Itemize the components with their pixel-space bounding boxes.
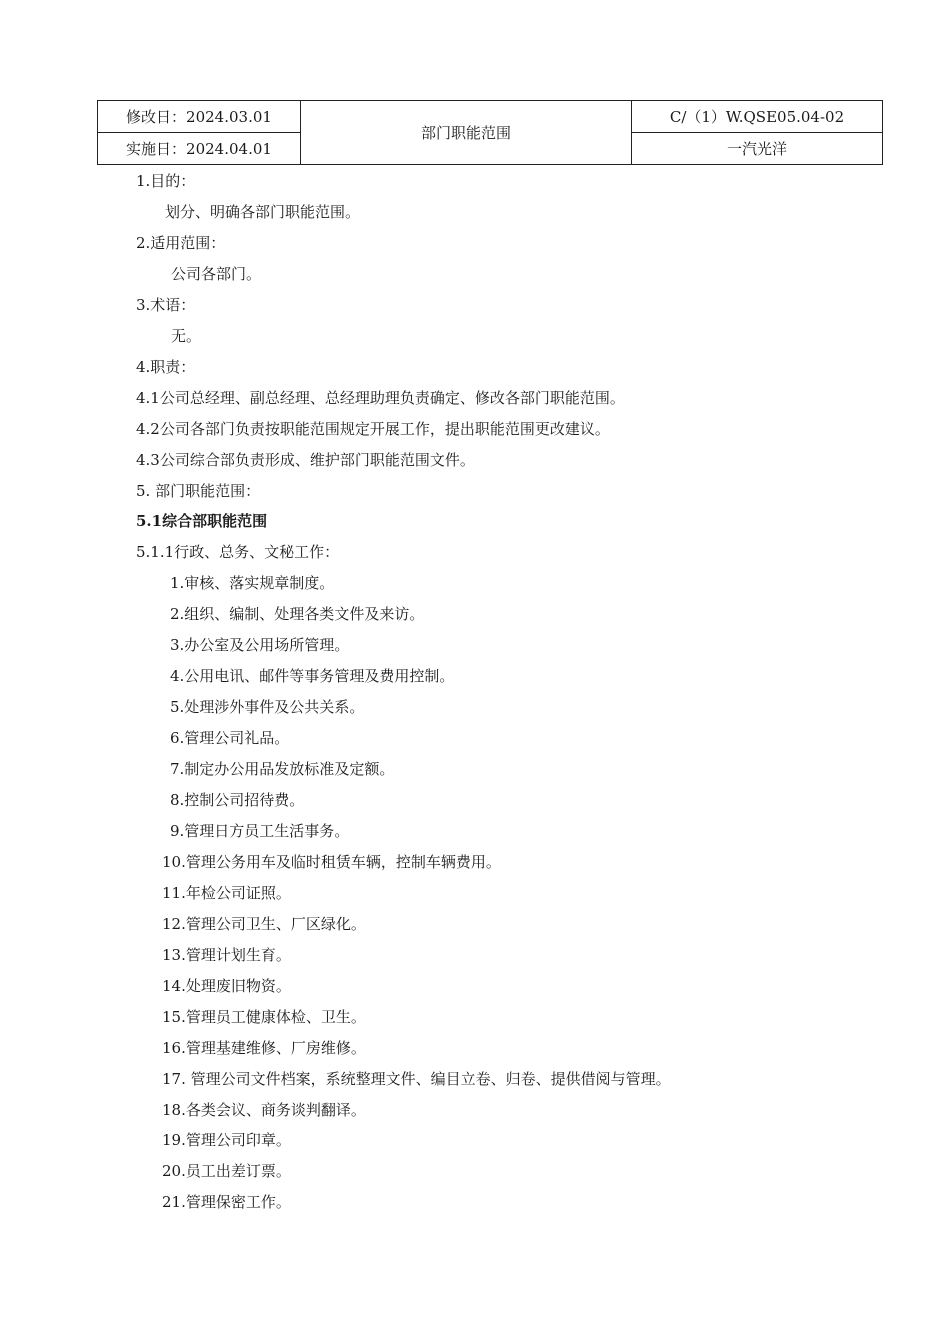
body-line: 6.管理公司礼品。 [170, 729, 290, 747]
body-line: 4.1公司总经理、副总经理、总经理助理负责确定、修改各部门职能范围。 [136, 389, 625, 407]
body-line: 9.管理日方员工生活事务。 [170, 822, 350, 840]
section-heading: 5.1综合部职能范围 [136, 512, 268, 530]
body-line: 15.管理员工健康体检、卫生。 [162, 1008, 366, 1026]
body-line: 18.各类会议、商务谈判翻译。 [162, 1101, 366, 1119]
body-line: 5.处理涉外事件及公共关系。 [170, 698, 365, 716]
revise-date-cell: 修改日：2024.03.01 [98, 101, 301, 133]
body-line: 21.管理保密工作。 [162, 1193, 291, 1211]
body-line: 4.公用电讯、邮件等事务管理及费用控制。 [170, 667, 455, 685]
body-line: 14.处理废旧物资。 [162, 977, 291, 995]
body-line: 4.2公司各部门负责按职能范围规定开展工作，提出职能范围更改建议。 [136, 420, 610, 438]
document-title-cell: 部门职能范围 [301, 101, 632, 165]
body-line: 20.员工出差订票。 [162, 1162, 291, 1180]
body-line: 5.1.1行政、总务、文秘工作： [136, 543, 340, 561]
body-line: 8.控制公司招待费。 [170, 791, 305, 809]
body-line: 17. 管理公司文件档案，系统整理文件、编目立卷、归卷、提供借阅与管理。 [162, 1070, 671, 1088]
body-line: 19.管理公司印章。 [162, 1131, 291, 1149]
body-line: 划分、明确各部门职能范围。 [165, 203, 361, 221]
body-line: 4.3公司综合部负责形成、维护部门职能范围文件。 [136, 451, 475, 469]
body-line: 3.办公室及公用场所管理。 [170, 636, 350, 654]
company-name-cell: 一汽光洋 [632, 133, 883, 165]
body-line: 1.目的： [136, 172, 196, 190]
body-line: 7.制定办公用品发放标准及定额。 [170, 760, 395, 778]
body-line: 4.职责： [136, 358, 196, 376]
implementation-date-cell: 实施日：2024.04.01 [98, 133, 301, 165]
body-line: 2.组织、编制、处理各类文件及来访。 [170, 605, 425, 623]
body-line: 无。 [171, 327, 202, 345]
body-line: 11.年检公司证照。 [162, 884, 291, 902]
body-line: 3.术语： [136, 296, 196, 314]
body-line: 公司各部门。 [171, 265, 262, 283]
body-line: 1.审核、落实规章制度。 [170, 574, 335, 592]
document-code-cell: C/（1）W.QSE05.04-02 [632, 101, 883, 133]
body-line: 5. 部门职能范围： [136, 482, 261, 500]
body-line: 13.管理计划生育。 [162, 946, 291, 964]
body-line: 10.管理公务用车及临时租赁车辆，控制车辆费用。 [162, 853, 501, 871]
document-header-table [97, 100, 883, 165]
body-line: 16.管理基建维修、厂房维修。 [162, 1039, 366, 1057]
body-line: 2.适用范围： [136, 234, 226, 252]
body-line: 12.管理公司卫生、厂区绿化。 [162, 915, 366, 933]
